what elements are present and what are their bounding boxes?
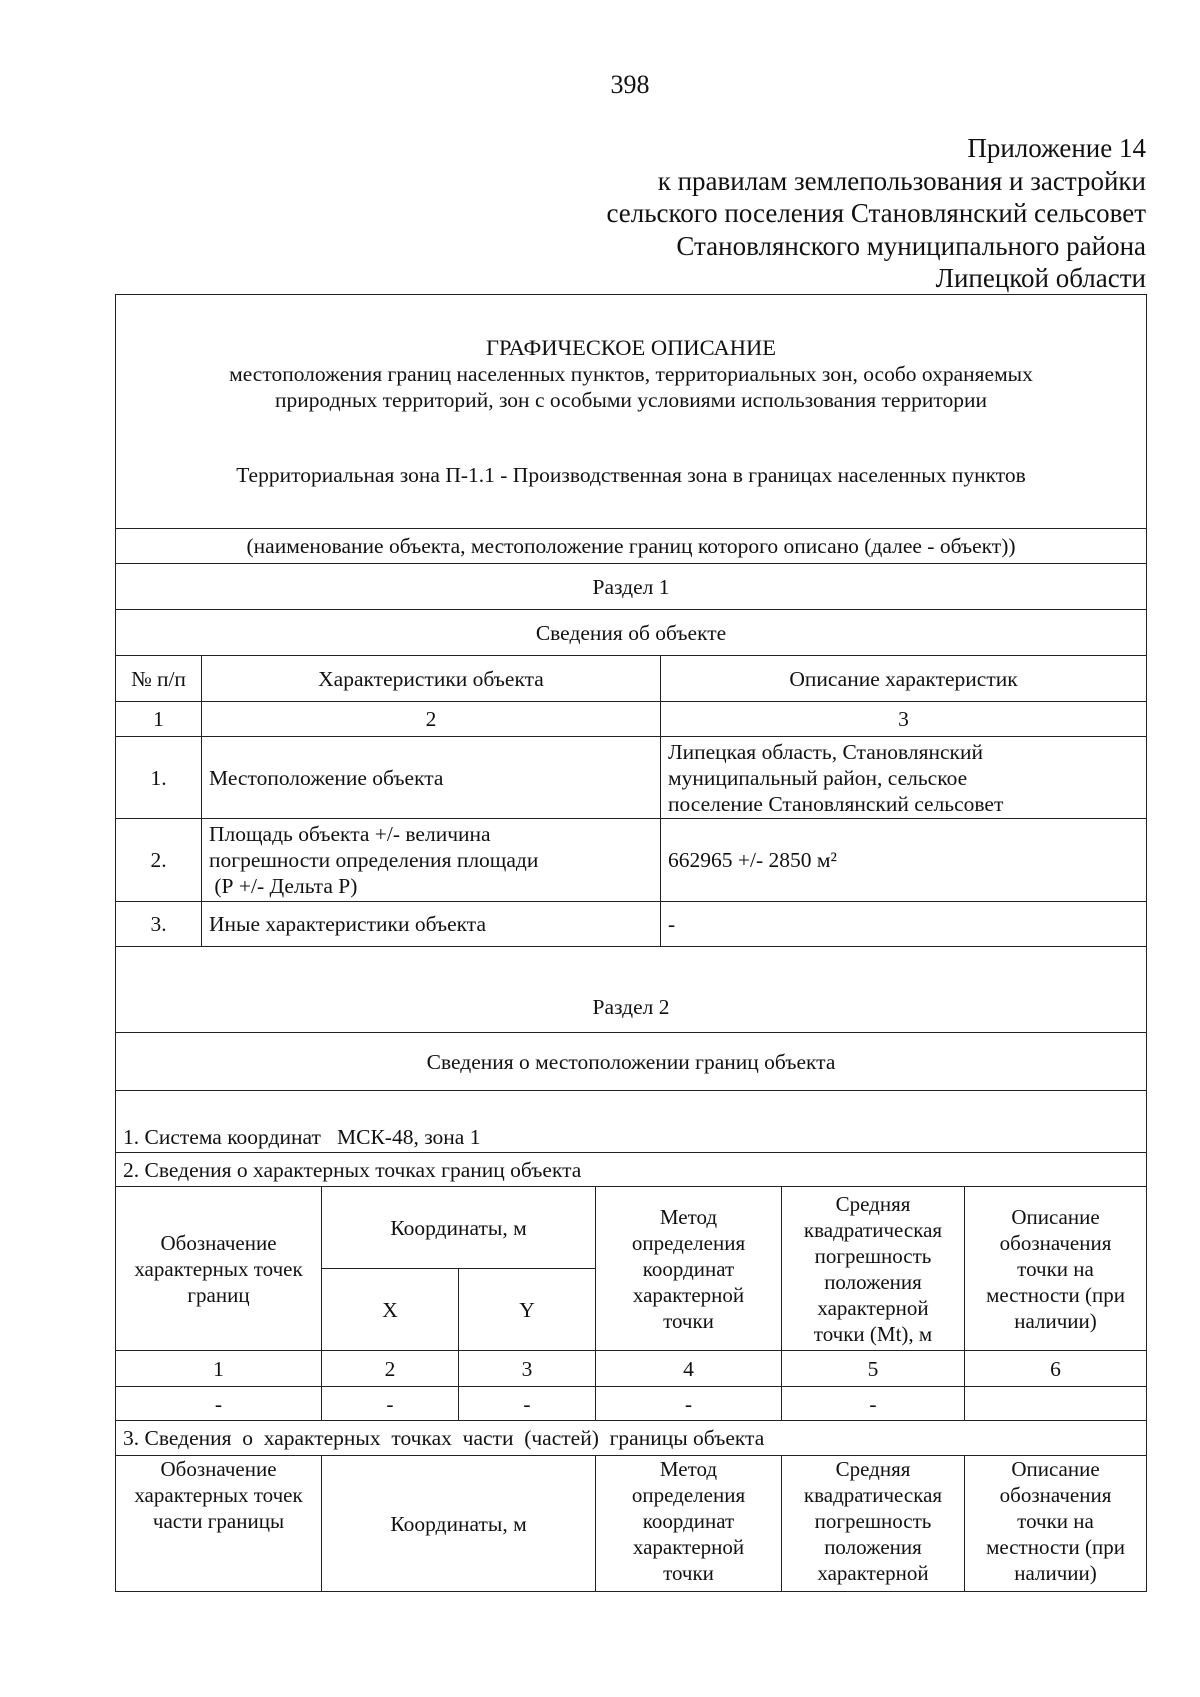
description-text: муниципальный район, сельское <box>668 765 968 790</box>
page-number: 398 <box>610 70 650 99</box>
header-text: характерных точек <box>134 1483 303 1507</box>
row-number: 1. <box>116 737 202 819</box>
header-text: Средняя <box>835 1457 911 1481</box>
column-number: 2 <box>202 702 661 737</box>
header-text: положения <box>824 1535 922 1559</box>
coordinate-system: 1. Система координат МСК-48, зона 1 <box>116 1091 1147 1153</box>
coordinates-header: Координаты, м <box>322 1187 596 1269</box>
object-caption: (наименование объекта, местоположение границ которого описано (далее - объект)) <box>116 529 1147 564</box>
header-text: определения <box>631 1483 746 1507</box>
document-header <box>116 295 1147 529</box>
section-1-title: Раздел 1 <box>116 564 1147 610</box>
description-cell <box>661 902 1147 947</box>
parts-description-header <box>965 1456 1147 1592</box>
header-text: погрешность <box>814 1243 932 1268</box>
document-subtitle: местоположения границ населенных пунктов, территориальных зон, особо охраняемых <box>229 362 1033 386</box>
document-title: ГРАФИЧЕСКОЕ ОПИСАНИЕ <box>485 335 777 360</box>
appendix-line: Липецкой области <box>935 263 1146 293</box>
column-number: 1 <box>116 1351 322 1387</box>
header-text: Описание <box>1011 1457 1100 1481</box>
header-text: координат <box>642 1509 735 1533</box>
header-text: местности (при <box>986 1535 1125 1559</box>
header-text: обозначения <box>999 1483 1112 1507</box>
column-header: № п/п <box>116 656 202 702</box>
table-row <box>116 902 1147 947</box>
points-heading: 2. Сведения о характерных точках границ объекта <box>116 1153 1147 1187</box>
header-text: координат <box>642 1256 735 1281</box>
header-text: характерной <box>817 1295 929 1320</box>
x-header: X <box>322 1269 459 1351</box>
description-text: Липецкая область, Становлянский <box>668 739 983 764</box>
point-cell: - <box>459 1387 596 1421</box>
characteristic-text: погрешности определения площади <box>209 848 539 872</box>
characteristic-cell <box>202 737 661 819</box>
row-number: 2. <box>116 819 202 902</box>
accuracy-header <box>782 1187 965 1351</box>
section-2-subtitle: Сведения о местоположении границ объекта <box>116 1033 1147 1091</box>
header-text: точки на <box>1017 1509 1094 1533</box>
header-text: Обозначение <box>160 1230 277 1255</box>
characteristic-text: Площадь объекта +/- величина <box>209 822 491 846</box>
area-value: 662965 +/- 2850 м² <box>668 848 837 872</box>
appendix-line: к правилам землепользования и застройки <box>657 165 1146 196</box>
characteristic-cell <box>202 819 661 902</box>
document-subtitle: природных территорий, зон с особыми условиями использования территории <box>274 388 988 412</box>
description-cell <box>661 737 1147 819</box>
header-text: характерных точек <box>134 1256 303 1281</box>
header-text: Описание <box>1011 1204 1100 1229</box>
description-text: - <box>668 912 676 936</box>
appendix-block <box>446 132 1146 295</box>
column-number: 3 <box>661 702 1147 737</box>
appendix-line: Становлянского муниципального района <box>676 230 1146 261</box>
column-header: Характеристики объекта <box>202 656 661 702</box>
header-text: характерной <box>817 1561 929 1585</box>
row-number: 3. <box>116 902 202 947</box>
point-cell <box>965 1387 1147 1421</box>
column-number: 3 <box>459 1351 596 1387</box>
parts-designation-header <box>116 1456 322 1592</box>
description-header <box>965 1187 1147 1351</box>
column-number: 5 <box>782 1351 965 1387</box>
header-text: характерной <box>632 1535 745 1559</box>
point-cell: - <box>782 1387 965 1421</box>
column-number: 6 <box>965 1351 1147 1387</box>
header-text: квадратическая <box>803 1483 943 1507</box>
header-text: точки на <box>1017 1256 1094 1281</box>
column-header: Описание характеристик <box>661 656 1147 702</box>
table-row <box>116 1387 1147 1421</box>
point-cell: - <box>116 1387 322 1421</box>
table-row <box>116 737 1147 819</box>
table-row <box>116 819 1147 902</box>
parts-accuracy-header <box>782 1456 965 1592</box>
header-text: погрешность <box>814 1509 932 1533</box>
section-2-title: Раздел 2 <box>116 947 1147 1033</box>
header-text: местности (при <box>986 1282 1125 1307</box>
header-text: наличии) <box>1014 1308 1097 1333</box>
header-text: наличии) <box>1014 1561 1097 1585</box>
header-text: части границы <box>152 1509 285 1533</box>
y-header: Y <box>459 1269 596 1351</box>
header-text: Метод <box>659 1204 718 1229</box>
description-text: поселение Становлянский сельсовет <box>668 791 1004 816</box>
header-text: определения <box>631 1230 746 1255</box>
header-text: точки <box>663 1308 714 1333</box>
parts-method-header <box>596 1456 782 1592</box>
characteristic-text: (Р +/- Дельта Р) <box>209 874 358 898</box>
header-text: Метод <box>659 1457 718 1481</box>
parts-coordinates-header: Координаты, м <box>322 1456 596 1592</box>
zone-name: Территориальная зона П-1.1 - Производственная зона в границах населенных пунктов <box>236 463 1026 487</box>
characteristic-text: Иные характеристики объекта <box>209 912 487 936</box>
header-text: обозначения <box>999 1230 1112 1255</box>
method-header <box>596 1187 782 1351</box>
parts-heading: 3. Сведения о характерных точках части (частей) границы объекта <box>116 1421 1147 1456</box>
appendix-line: Приложение 14 <box>967 133 1146 163</box>
characteristic-text: Местоположение объекта <box>209 765 444 790</box>
description-cell <box>661 819 1147 902</box>
header-text: точки (Mt), м <box>813 1321 933 1346</box>
header-text: Обозначение <box>160 1457 277 1481</box>
column-number: 1 <box>116 702 202 737</box>
header-text: квадратическая <box>803 1217 943 1242</box>
header-text: характерной <box>632 1282 745 1307</box>
column-number: 4 <box>596 1351 782 1387</box>
header-text: границ <box>187 1282 250 1307</box>
point-cell: - <box>596 1387 782 1421</box>
header-text: Средняя <box>835 1191 911 1216</box>
column-number: 2 <box>322 1351 459 1387</box>
appendix-line: сельского поселения Становлянский сельсовет <box>606 198 1146 228</box>
header-text: положения <box>824 1269 922 1294</box>
section-1-subtitle: Сведения об объекте <box>116 610 1147 656</box>
designation-header <box>116 1187 322 1351</box>
header-text: точки <box>663 1561 714 1585</box>
point-cell: - <box>322 1387 459 1421</box>
graphic-description-table <box>115 294 1147 1592</box>
characteristic-cell <box>202 902 661 947</box>
